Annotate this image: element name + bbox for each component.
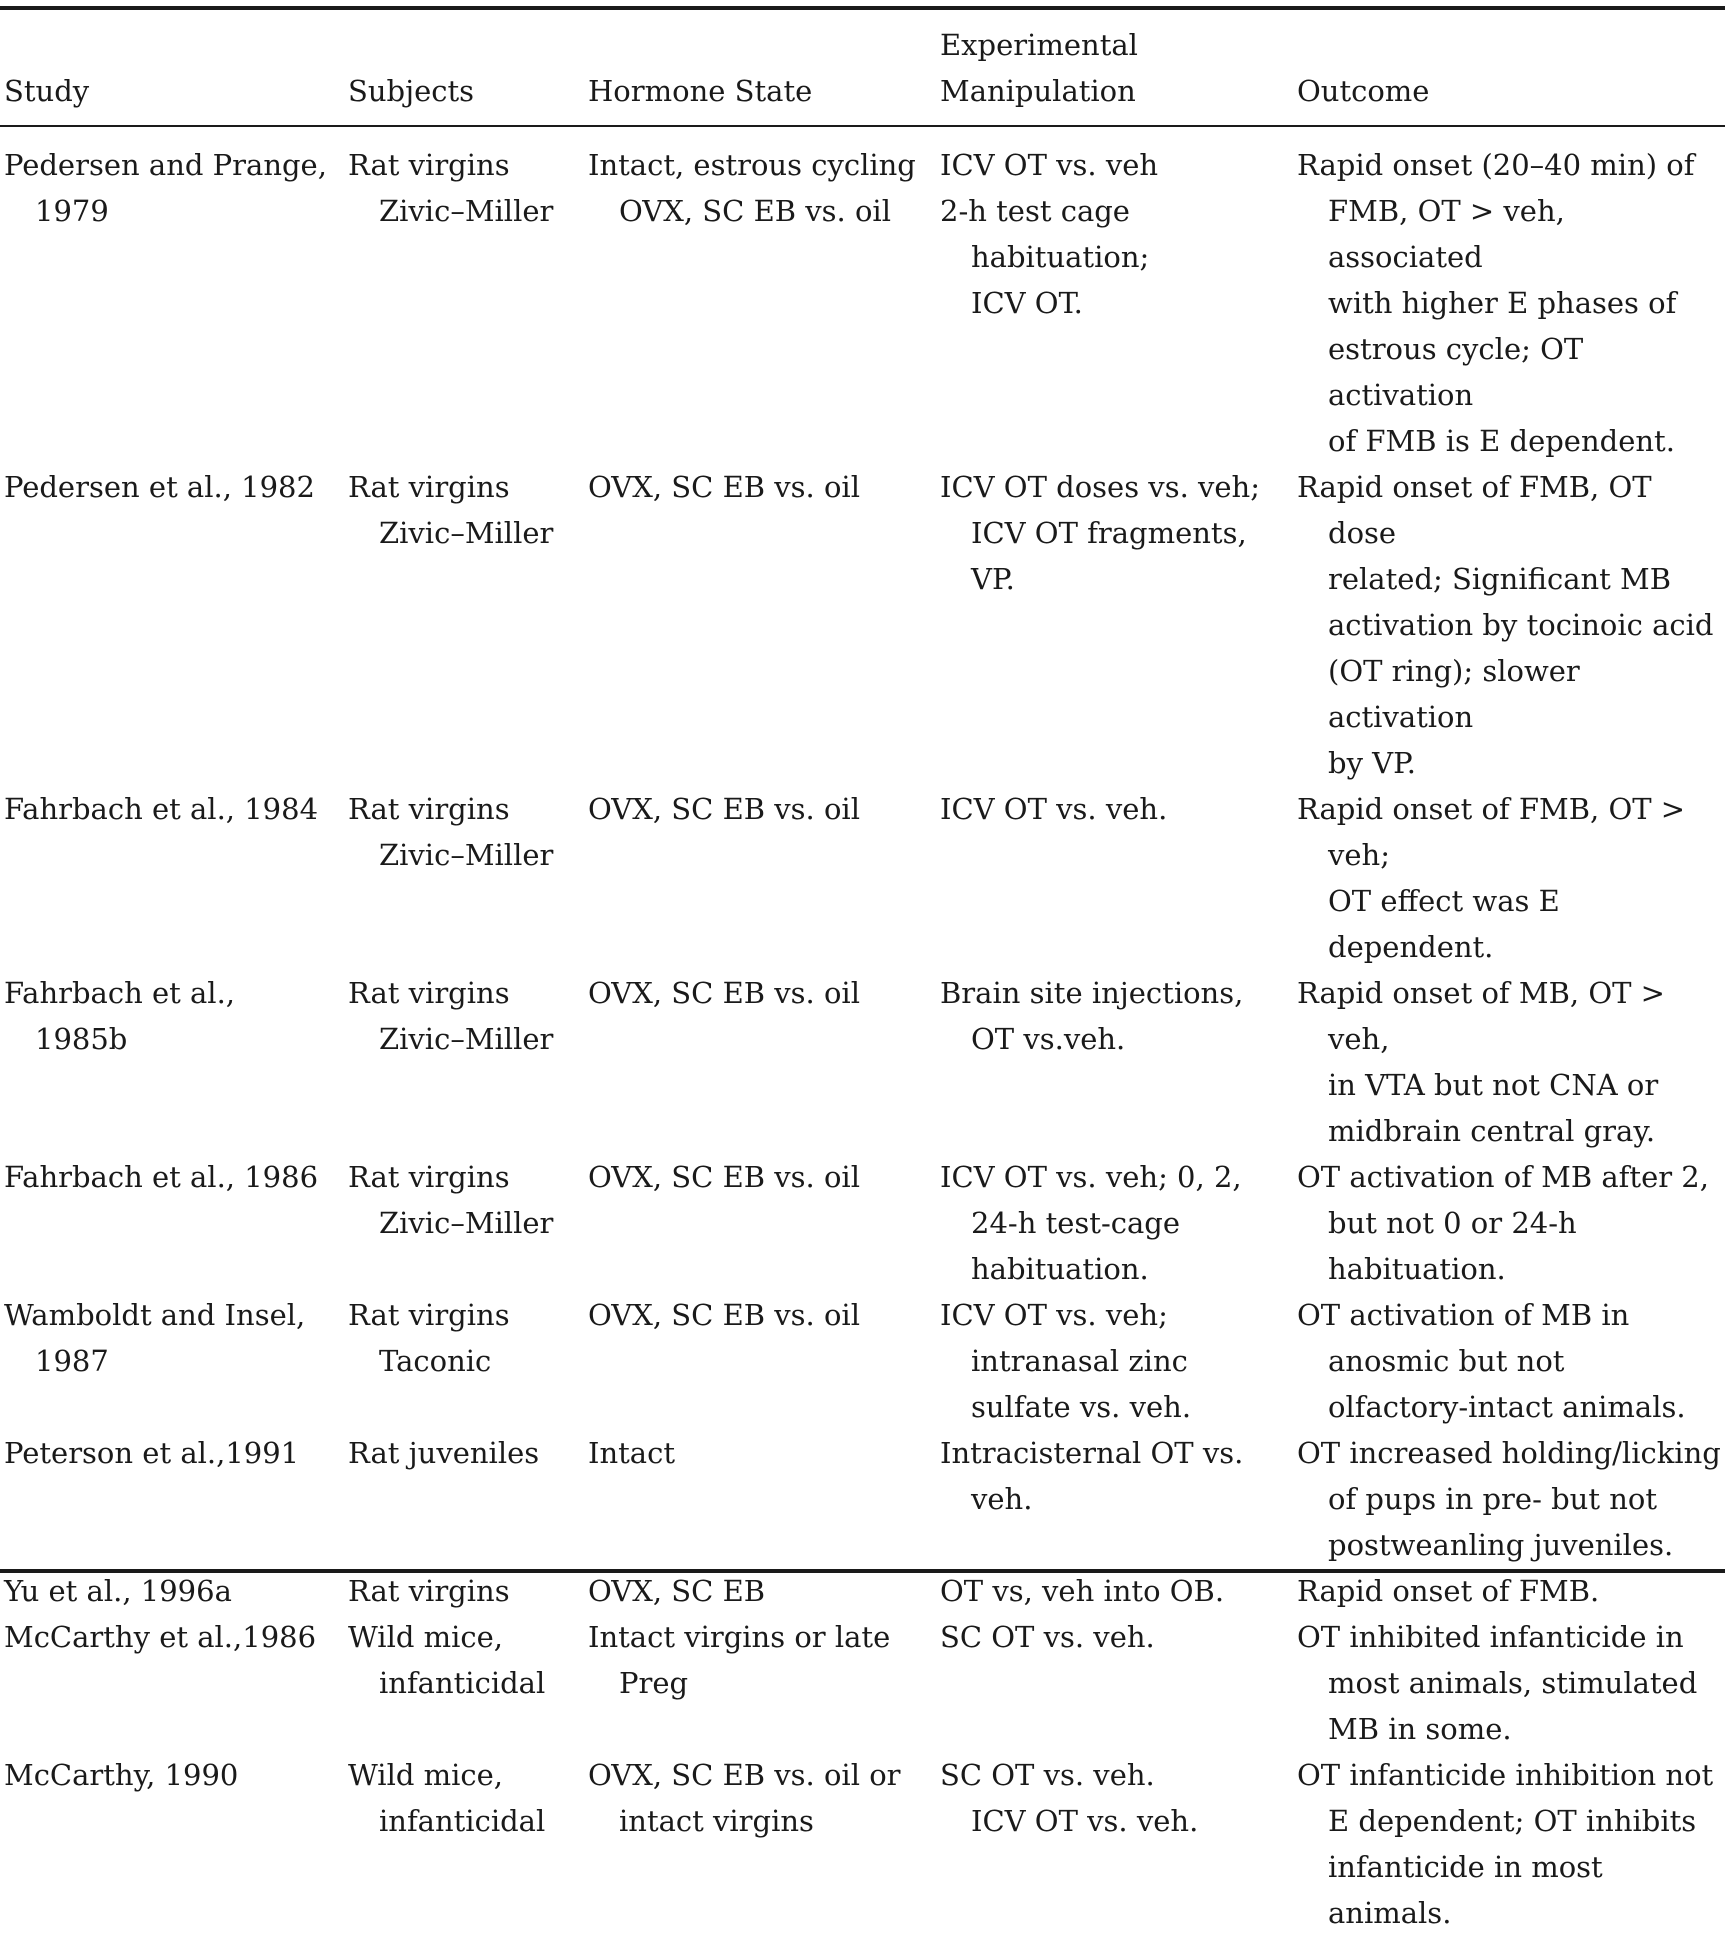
- table-row: [0, 1614, 1725, 1752]
- cell-study: Fahrbach et al., 1985b: [4, 976, 236, 1056]
- cell-outcome: Rapid onset of FMB, OT dose related; Significant MB activation by tocinoic acid (OT ring); slower activation by VP.: [1297, 470, 1714, 780]
- cell-manipulation: ICV OT vs. veh.: [940, 792, 1168, 826]
- cell-outcome: Rapid onset (20–40 min) of FMB, OT > veh, associated with higher E phases of estrous cycle; OT activation of FMB is E dependent.: [1297, 148, 1695, 458]
- table-row: [0, 786, 1725, 970]
- table-row: [0, 1292, 1725, 1430]
- cell-hormone-state: Intact virgins or late Preg: [588, 1620, 891, 1700]
- cell-outcome: Rapid onset of FMB, OT > veh; OT effect was E dependent.: [1297, 792, 1686, 964]
- cell-subjects: Rat virgins Zivic–Miller: [348, 148, 554, 228]
- cell-subjects: Rat virgins Zivic–Miller: [348, 792, 554, 872]
- cell-manipulation: Brain site injections, OT vs.veh.: [940, 976, 1244, 1056]
- cell-hormone-state: OVX, SC EB vs. oil: [588, 470, 860, 504]
- cell-hormone-state: Intact, estrous cycling OVX, SC EB vs. oil: [588, 148, 916, 228]
- cell-manipulation: ICV OT vs. veh: [940, 148, 1159, 182]
- column-header-study: Study: [4, 74, 90, 108]
- column-header-outcome: Outcome: [1297, 74, 1430, 108]
- cell-subjects: Wild mice, infanticidal: [348, 1758, 546, 1838]
- cell-study: Peterson et al.,1991: [4, 1436, 300, 1470]
- cell-hormone-state: OVX, SC EB vs. oil: [588, 976, 860, 1010]
- cell-outcome: OT infanticide inhibition not E dependent; OT inhibits infanticide in most animals.: [1297, 1758, 1714, 1930]
- cell-study: Fahrbach et al., 1986: [4, 1160, 319, 1194]
- cell-manipulation: SC OT vs. veh. ICV OT vs. veh.: [940, 1758, 1199, 1838]
- cell-manipulation: Intracisternal OT vs. veh.: [940, 1436, 1244, 1516]
- table-row: [0, 1430, 1725, 1568]
- cell-subjects: Rat virgins Zivic–Miller: [348, 1160, 554, 1240]
- column-header-hormone-state: Hormone State: [588, 74, 813, 108]
- cell-manipulation: SC OT vs. veh.: [940, 1620, 1155, 1654]
- cell-hormone-state: OVX, SC EB vs. oil or intact virgins: [588, 1758, 901, 1838]
- cell-outcome: OT activation of MB in anosmic but not olfactory-intact animals.: [1297, 1298, 1686, 1424]
- cell-subjects: Rat juveniles: [348, 1436, 540, 1470]
- column-header-manipulation-line1: Experimental: [940, 28, 1138, 62]
- cell-outcome: Rapid onset of FMB.: [1297, 1574, 1600, 1608]
- cell-study: Yu et al., 1996a: [4, 1574, 232, 1608]
- table-header-row: [0, 0, 1725, 130]
- cell-study: Fahrbach et al., 1984: [4, 792, 319, 826]
- cell-hormone-state: OVX, SC EB vs. oil: [588, 1298, 860, 1332]
- cell-manipulation: OT vs, veh into OB.: [940, 1574, 1225, 1608]
- cell-manipulation-continued: 2-h test cage habituation; ICV OT.: [940, 194, 1150, 320]
- table-row: [0, 464, 1725, 786]
- cell-outcome: OT inhibited infanticide in most animals, stimulated MB in some.: [1297, 1620, 1698, 1746]
- cell-hormone-state: OVX, SC EB vs. oil: [588, 1160, 860, 1194]
- column-header-manipulation: [936, 0, 1293, 130]
- table-row: [0, 130, 1725, 464]
- cell-hormone-state: OVX, SC EB: [588, 1574, 766, 1608]
- cell-subjects: Wild mice, infanticidal: [348, 1620, 546, 1700]
- cell-manipulation: ICV OT doses vs. veh; ICV OT fragments, VP.: [940, 470, 1261, 596]
- column-header-manipulation-line2: Manipulation: [940, 74, 1136, 108]
- column-header-subjects: Subjects: [348, 74, 475, 108]
- cell-subjects: Rat virgins Zivic–Miller: [348, 470, 554, 550]
- cell-hormone-state: OVX, SC EB vs. oil: [588, 792, 860, 826]
- cell-study: McCarthy, 1990: [4, 1758, 239, 1792]
- cell-study: Pedersen et al., 1982: [4, 470, 315, 504]
- cell-outcome: OT activation of MB after 2, but not 0 or 24-h habituation.: [1297, 1160, 1709, 1286]
- cell-hormone-state: Intact: [588, 1436, 675, 1470]
- cell-outcome: OT increased holding/licking of pups in pre- but not postweanling juveniles.: [1297, 1436, 1721, 1562]
- cell-manipulation: ICV OT vs. veh; intranasal zinc sulfate vs. veh.: [940, 1298, 1192, 1424]
- cell-manipulation: ICV OT vs. veh; 0, 2, 24-h test-cage habituation.: [940, 1160, 1242, 1286]
- table-row: [0, 970, 1725, 1154]
- cell-study: McCarthy et al.,1986: [4, 1620, 317, 1654]
- cell-subjects: Rat virgins Zivic–Miller: [348, 976, 554, 1056]
- cell-subjects: Rat virgins Taconic: [348, 1298, 510, 1378]
- table-row: [0, 1154, 1725, 1292]
- cell-study: Pedersen and Prange, 1979: [4, 148, 327, 228]
- cell-outcome: Rapid onset of MB, OT > veh, in VTA but not CNA or midbrain central gray.: [1297, 976, 1665, 1148]
- table-row: [0, 1752, 1725, 1936]
- cell-study: Wamboldt and Insel, 1987: [4, 1298, 306, 1378]
- cell-subjects: Rat virgins: [348, 1574, 510, 1608]
